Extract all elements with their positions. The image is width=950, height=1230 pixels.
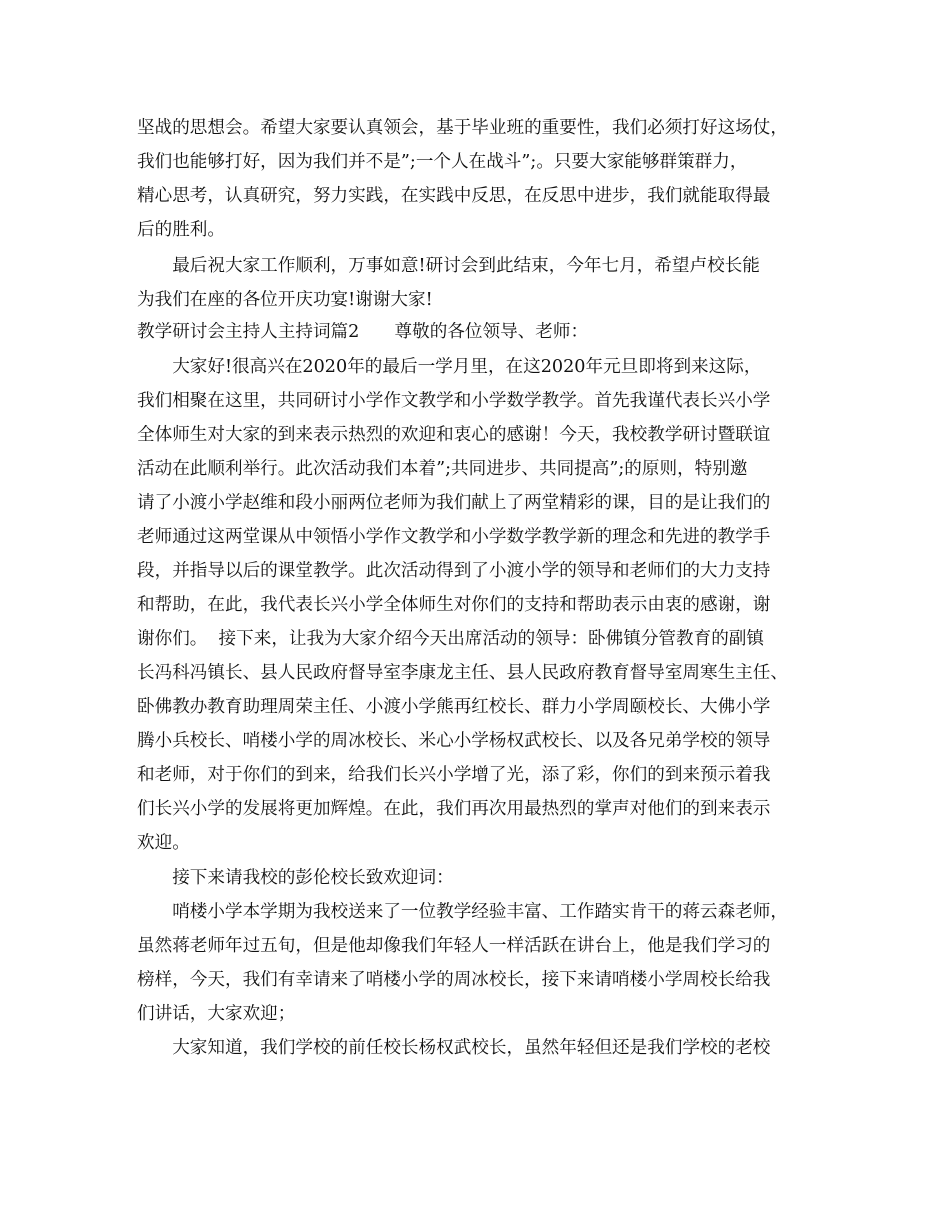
text-line: 和老师，对于你们的到来，给我们长兴小学增了光，添了彩，你们的到来预示着我	[137, 765, 771, 785]
text-line: 精心思考，认真研究，努力实践，在实践中反思，在反思中进步，我们就能取得最	[137, 186, 771, 206]
text-line: 谢你们。 接下来，让我为大家介绍今天出席活动的领导：卧佛镇分管教育的副镇	[137, 629, 764, 649]
text-line: 老师通过这两堂课从中领悟小学作文教学和小学数学教学新的理念和先进的教学手	[137, 527, 771, 547]
text-line: 哨楼小学本学期为我校送来了一位教学经验丰富、工作踏实肯干的蒋云森老师，	[137, 902, 788, 922]
text-line: 请了小渡小学赵维和段小丽两位老师为我们献上了两堂精彩的课，目的是让我们的	[137, 493, 771, 513]
text-line: 我们也能够打好，因为我们并不是”;一个人在战斗”;。只要大家能够群策群力，	[137, 152, 748, 172]
text-line: 段，并指导以后的课堂教学。此次活动得到了小渡小学的领导和老师们的大力支持	[137, 561, 771, 581]
text-line: 长冯科冯镇长、县人民政府督导室李康龙主任、县人民政府教育督导室周寒生主任、	[137, 663, 788, 683]
text-line: 大家知道，我们学校的前任校长杨权武校长，虽然年轻但还是我们学校的老校	[137, 1038, 771, 1058]
text-line: 虽然蒋老师年过五旬，但是他却像我们年轻人一样活跃在讲台上，他是我们学习的	[137, 936, 771, 956]
text-line: 活动在此顺利举行。此次活动我们本着”;共同进步、共同提高”;的原则，特别邀	[137, 459, 748, 479]
text-line: 榜样，今天，我们有幸请来了哨楼小学的周冰校长，接下来请哨楼小学周校长给我	[137, 970, 771, 990]
text-line: 接下来请我校的彭伦校长致欢迎词：	[137, 868, 454, 888]
text-line: 腾小兵校长、哨楼小学的周冰校长、米心小学杨权武校长、以及各兄弟学校的领导	[137, 731, 771, 751]
text-line: 全体师生对大家的到来表示热烈的欢迎和衷心的感谢！今天，我校教学研讨暨联谊	[137, 425, 771, 445]
text-line: 们讲话，大家欢迎；	[137, 1004, 296, 1024]
text-line: 大家好!很高兴在2020年的最后一学月里，在这2020年元旦即将到来这际，	[137, 357, 762, 377]
text-line: 欢迎。	[137, 833, 190, 853]
text-line: 坚战的思想会。希望大家要认真领会，基于毕业班的重要性，我们必须打好这场仗，	[137, 118, 788, 138]
text-line: 和帮助，在此，我代表长兴小学全体师生对你们的支持和帮助表示由衷的感谢，谢	[137, 595, 771, 615]
text-line: 我们相聚在这里，共同研讨小学作文教学和小学数学教学。首先我谨代表长兴小学	[137, 391, 771, 411]
text-line: 们长兴小学的发展将更加辉煌。在此，我们再次用最热烈的掌声对他们的到来表示	[137, 799, 771, 819]
section-heading-line: 教学研讨会主持人主持词篇2 尊敬的各位领导、老师：	[137, 322, 589, 342]
text-line: 卧佛教办教育助理周荣主任、小渡小学熊再红校长、群力小学周颐校长、大佛小学	[137, 697, 771, 717]
text-line: 最后祝大家工作顺利，万事如意!研讨会到此结束，今年七月，希望卢校长能	[137, 256, 760, 276]
text-line: 后的胜利。	[137, 220, 225, 240]
text-line: 为我们在座的各位开庆功宴!谢谢大家!	[137, 290, 433, 310]
